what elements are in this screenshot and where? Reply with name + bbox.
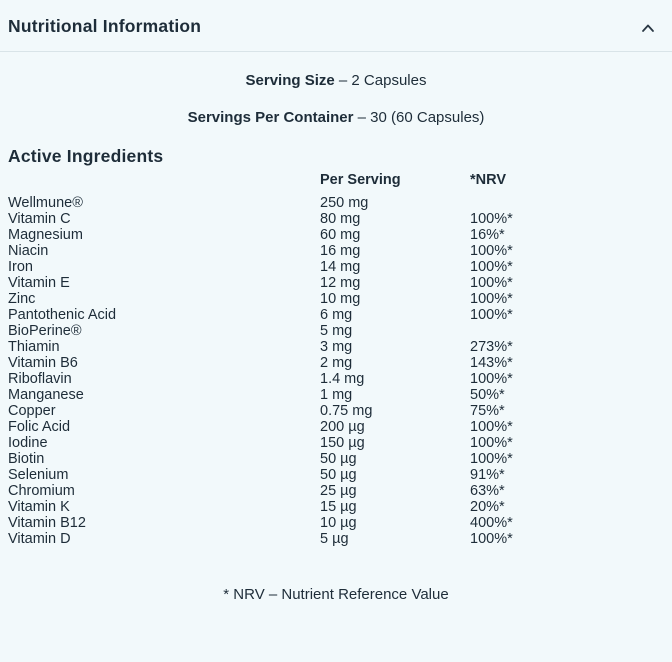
active-ingredients-table [8,172,664,547]
ingredient-amount: 1.4 mg [320,371,365,387]
table-row [8,483,664,499]
table-row [8,291,664,307]
ingredient-name: BioPerine® [8,323,82,339]
table-row [8,403,664,419]
table-row [8,531,664,547]
servings-per-container-label: Servings Per Container [187,109,354,126]
ingredient-nrv: 20%* [470,499,505,515]
ingredient-name: Pantothenic Acid [8,307,117,323]
table-header-row [8,172,664,188]
ingredient-name: Magnesium [8,227,83,243]
ingredient-amount: 60 mg [320,227,361,243]
chevron-up-icon [641,23,655,33]
table-row [8,467,664,483]
ingredient-amount: 12 mg [320,275,361,291]
column-header-per-serving: Per Serving [320,172,401,188]
ingredient-amount: 25 µg [320,483,357,499]
ingredient-name: Manganese [8,387,84,403]
ingredient-amount: 80 mg [320,211,361,227]
ingredient-amount: 1 mg [320,387,353,403]
ingredient-amount: 0.75 mg [320,403,373,419]
table-row [8,211,664,227]
table-row [8,339,664,355]
ingredient-amount: 150 µg [320,435,365,451]
ingredient-amount: 10 mg [320,291,361,307]
table-row [8,451,664,467]
ingredient-amount: 16 mg [320,243,361,259]
servings-per-container-value: 30 (60 Capsules) [370,109,485,126]
ingredient-nrv: 143%* [470,355,513,371]
ingredient-nrv: 91%* [470,467,505,483]
table-row [8,387,664,403]
ingredient-amount: 14 mg [320,259,361,275]
ingredient-amount: 10 µg [320,515,357,531]
ingredient-nrv: 100%* [470,243,513,259]
column-header-nrv: *NRV [470,172,506,188]
ingredient-name: Vitamin B6 [8,355,78,371]
table-row [8,195,664,211]
ingredient-nrv: 100%* [470,451,513,467]
separator-dash: – [334,72,352,89]
ingredient-nrv [470,323,664,339]
nutritional-information-accordion-header[interactable] [0,0,672,52]
serving-size-label: Serving Size [245,72,335,89]
ingredient-nrv: 100%* [470,259,513,275]
ingredient-amount: 5 µg [320,531,349,547]
ingredient-name: Vitamin B12 [8,515,86,531]
ingredient-name: Wellmune® [8,195,83,211]
ingredient-nrv [470,195,664,211]
ingredient-nrv: 75%* [470,403,505,419]
ingredient-nrv: 400%* [470,515,513,531]
ingredient-amount: 250 mg [320,195,369,211]
serving-size-value: 2 Capsules [351,72,427,89]
ingredient-name: Iron [8,259,33,275]
table-row [8,435,664,451]
ingredients-body [8,195,664,547]
ingredient-nrv: 100%* [470,531,513,547]
serving-size-line [0,72,672,89]
table-row [8,227,664,243]
ingredient-amount: 50 µg [320,467,357,483]
table-row [8,419,664,435]
table-row [8,355,664,371]
ingredient-name: Biotin [8,451,45,467]
ingredient-name: Niacin [8,243,49,259]
ingredient-nrv: 100%* [470,291,513,307]
ingredient-amount: 2 mg [320,355,353,371]
ingredient-nrv: 100%* [470,371,513,387]
ingredient-nrv: 273%* [470,339,513,355]
table-row [8,515,664,531]
ingredient-amount: 15 µg [320,499,357,515]
ingredient-name: Vitamin C [8,211,71,227]
ingredient-nrv: 100%* [470,275,513,291]
ingredient-name: Zinc [8,291,36,307]
ingredient-name: Iodine [8,435,48,451]
ingredient-amount: 5 mg [320,323,353,339]
section-title: Nutritional Information [8,16,202,36]
ingredient-amount: 200 µg [320,419,365,435]
table-row [8,259,664,275]
ingredient-name: Copper [8,403,56,419]
table-row [8,243,664,259]
ingredient-name: Riboflavin [8,371,72,387]
ingredient-nrv: 100%* [470,307,513,323]
ingredient-nrv: 63%* [470,483,505,499]
ingredient-amount: 3 mg [320,339,353,355]
active-ingredients-heading: Active Ingredients [8,146,164,166]
nrv-footnote: * NRV – Nutrient Reference Value [223,586,449,603]
table-row [8,323,664,339]
servings-per-container-line [0,109,672,126]
ingredient-name: Vitamin E [8,275,70,291]
table-row [8,499,664,515]
ingredient-name: Vitamin D [8,531,71,547]
separator-dash: – [353,109,371,126]
ingredient-nrv: 16%* [470,227,505,243]
ingredient-amount: 6 mg [320,307,353,323]
ingredient-name: Chromium [8,483,75,499]
ingredient-nrv: 100%* [470,211,513,227]
ingredient-nrv: 50%* [470,387,505,403]
ingredient-nrv: 100%* [470,435,513,451]
table-row [8,275,664,291]
table-row [8,371,664,387]
ingredient-name: Vitamin K [8,499,70,515]
ingredient-nrv: 100%* [470,419,513,435]
ingredient-name: Selenium [8,467,69,483]
ingredient-name: Folic Acid [8,419,71,435]
table-row [8,307,664,323]
ingredient-amount: 50 µg [320,451,357,467]
ingredient-name: Thiamin [8,339,60,355]
